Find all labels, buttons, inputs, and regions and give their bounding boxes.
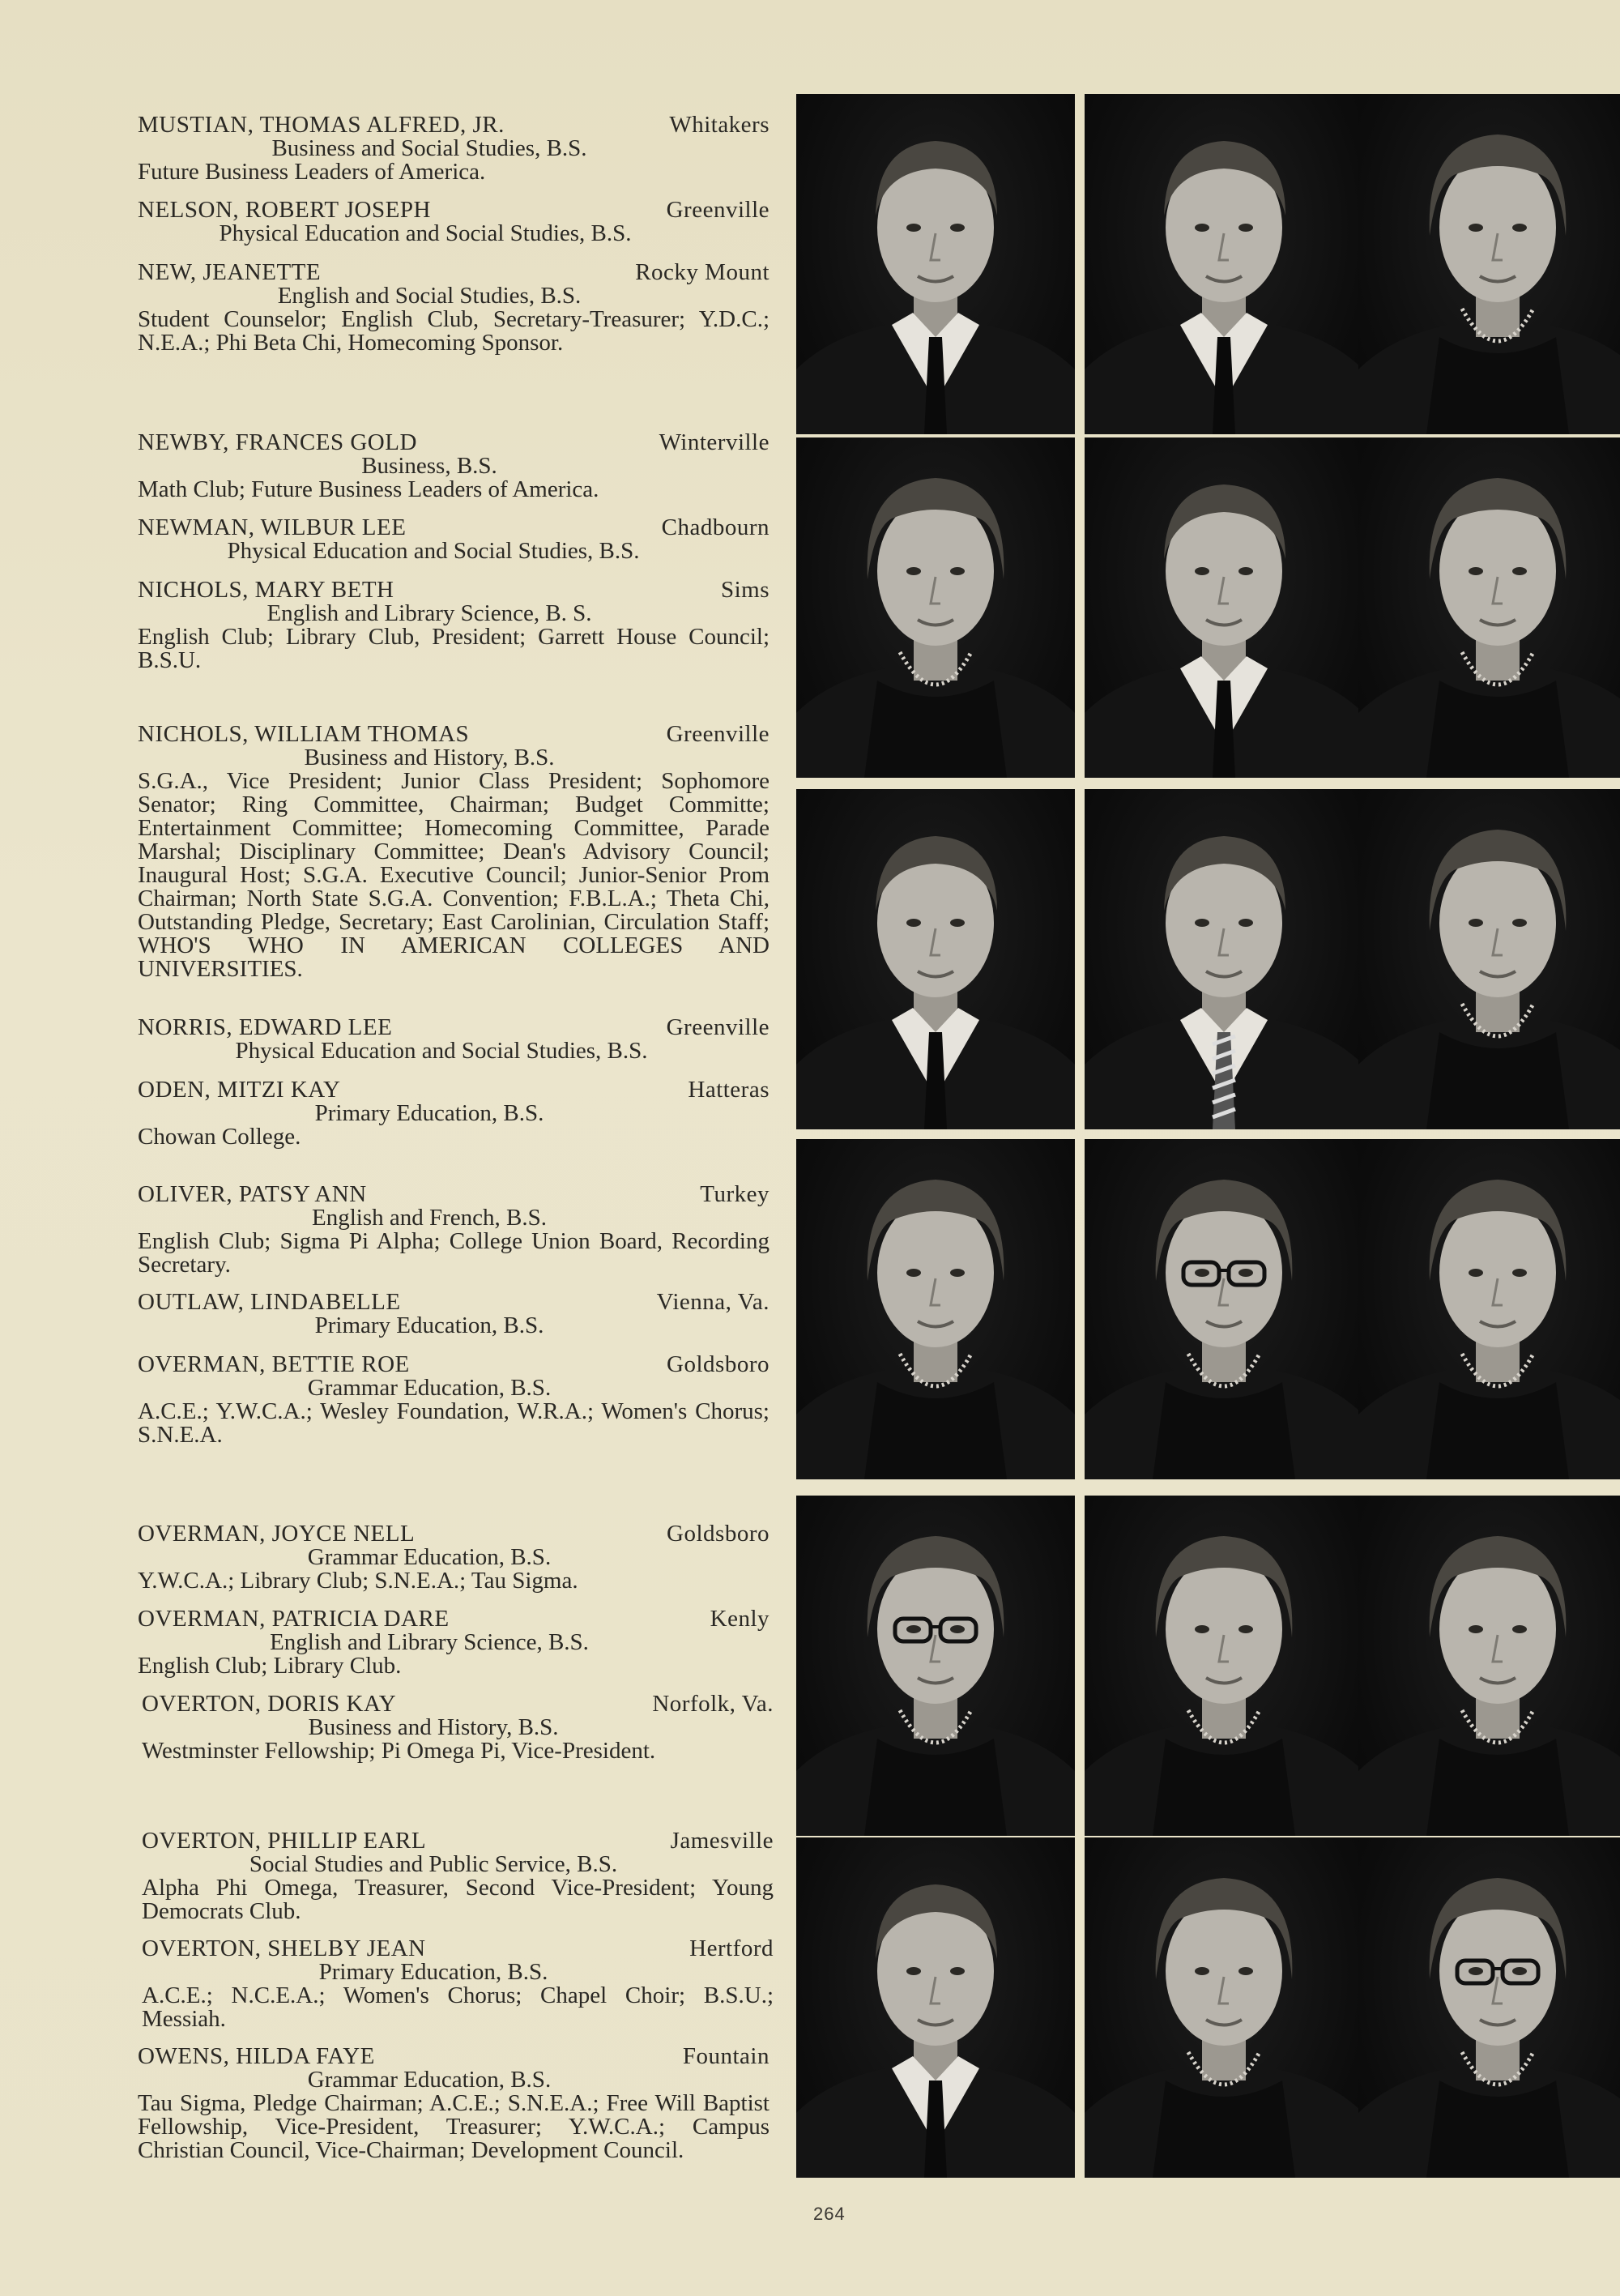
senior-entry	[138, 431, 770, 501]
senior-entry	[138, 261, 770, 355]
senior-portrait-photo	[796, 1496, 1075, 1836]
senior-degree: English and French, B.S.	[312, 1205, 547, 1231]
senior-entries-column	[0, 0, 802, 2296]
senior-entry	[138, 2045, 770, 2162]
senior-name: NEW, JEANETTE	[138, 259, 322, 285]
senior-degree: Social Studies and Public Service, B.S.	[249, 1851, 618, 1877]
senior-activities: Math Club; Future Business Leaders of America.	[138, 476, 599, 502]
senior-hometown: Chadbourn	[661, 514, 770, 540]
senior-name: OVERTON, SHELBY JEAN	[142, 1935, 426, 1961]
senior-activities: English Club; Library Club, President; Garrett House Council; B.S.U.	[138, 624, 770, 673]
senior-entry	[138, 516, 770, 563]
senior-degree: English and Library Science, B. S.	[266, 600, 592, 626]
senior-portrait-photo	[1085, 1139, 1363, 1479]
senior-hometown: Jamesville	[670, 1828, 774, 1854]
senior-hometown: Kenly	[710, 1606, 770, 1632]
senior-activities: Alpha Phi Omega, Treasurer, Second Vice-President; Young Democrats Club.	[142, 1875, 774, 1924]
senior-hometown: Greenville	[666, 1014, 770, 1040]
senior-portrait-photo	[796, 437, 1075, 778]
page-number: 264	[813, 2204, 846, 2224]
senior-activities: A.C.E.; N.C.E.A.; Women's Chorus; Chapel Choir; B.S.U.; Messiah.	[142, 1982, 774, 2032]
senior-activities: Westminster Fellowship; Pi Omega Pi, Vice-President.	[142, 1738, 656, 1764]
senior-hometown: Whitakers	[669, 112, 770, 138]
senior-portrait-photo	[1358, 1139, 1620, 1479]
senior-name: NELSON, ROBERT JOSEPH	[138, 197, 431, 223]
senior-name: ODEN, MITZI KAY	[138, 1077, 341, 1103]
senior-entry	[138, 1016, 770, 1063]
senior-degree: Physical Education and Social Studies, B.S.	[235, 1038, 648, 1064]
senior-activities: Y.W.C.A.; Library Club; S.N.E.A.; Tau Sigma.	[138, 1568, 578, 1594]
senior-degree: Business, B.S.	[361, 453, 497, 479]
senior-hometown: Turkey	[700, 1181, 770, 1207]
senior-activities: S.G.A., Vice President; Junior Class President; Sophomore Senator; Ring Committee, Chairman; Budget Committe; Entertainment Committee; Homecoming Committee, Parade Marshal; Disciplinary Committee; Dean's Advisory Council; Inaugural Host; S.G.A. Executive Council; Junior-Senior Prom Chairman; North State S.G.A. Convention; F.B.L.A.; Theta Chi, Outstanding Pledge, Secretary; East Carolinian, Circulation Staff; WHO'S WHO IN AMERICAN COLLEGES AND UNIVERSITIES.	[138, 768, 770, 982]
senior-entry	[138, 1353, 770, 1447]
senior-portrait-photo	[1085, 1496, 1363, 1836]
senior-hometown: Vienna, Va.	[656, 1289, 770, 1315]
senior-degree: Primary Education, B.S.	[318, 1959, 548, 1985]
senior-entry	[138, 1522, 770, 1593]
senior-hometown: Greenville	[666, 721, 770, 747]
senior-entry	[138, 1291, 770, 1338]
senior-entry	[138, 198, 770, 245]
senior-portrait-photo	[1358, 437, 1620, 778]
senior-name: OLIVER, PATSY ANN	[138, 1181, 367, 1207]
senior-portrait-photo	[796, 1837, 1075, 2178]
senior-degree: Grammar Education, B.S.	[307, 1375, 552, 1401]
senior-portrait-photo	[1358, 94, 1620, 434]
senior-name: MUSTIAN, THOMAS ALFRED, JR.	[138, 112, 505, 138]
senior-hometown: Sims	[720, 577, 770, 603]
senior-degree: Business and Social Studies, B.S.	[271, 135, 587, 161]
senior-entry	[142, 1937, 774, 2031]
senior-degree: Grammar Education, B.S.	[307, 2067, 552, 2093]
senior-name: NEWBY, FRANCES GOLD	[138, 429, 417, 455]
senior-activities: Student Counselor; English Club, Secretary-Treasurer; Y.D.C.; N.E.A.; Phi Beta Chi, Homecoming Sponsor.	[138, 306, 770, 356]
senior-portrait-photo	[1358, 789, 1620, 1129]
senior-name: NICHOLS, MARY BETH	[138, 577, 394, 603]
senior-entry	[138, 1078, 770, 1149]
senior-degree: Physical Education and Social Studies, B.S.	[227, 538, 640, 564]
senior-portrait-photo	[1358, 1837, 1620, 2178]
senior-hometown: Greenville	[666, 197, 770, 223]
senior-entry	[138, 113, 770, 184]
senior-entry	[138, 1183, 770, 1277]
senior-activities: Tau Sigma, Pledge Chairman; A.C.E.; S.N.E.A.; Free Will Baptist Fellowship, Vice-President, Treasurer; Y.W.C.A.; Campus Christian Council, Vice-Chairman; Development Council.	[138, 2090, 770, 2163]
senior-degree: English and Social Studies, B.S.	[277, 283, 582, 309]
senior-name: OVERTON, PHILLIP EARL	[142, 1828, 427, 1854]
senior-name: OVERMAN, JOYCE NELL	[138, 1521, 416, 1547]
senior-hometown: Goldsboro	[667, 1521, 770, 1547]
senior-portrait-photo	[1085, 437, 1363, 778]
senior-activities: A.C.E.; Y.W.C.A.; Wesley Foundation, W.R.A.; Women's Chorus; S.N.E.A.	[138, 1398, 770, 1448]
senior-activities: Future Business Leaders of America.	[138, 159, 486, 185]
senior-hometown: Fountain	[682, 2043, 770, 2069]
senior-hometown: Hertford	[689, 1935, 774, 1961]
senior-activities: English Club; Library Club.	[138, 1653, 402, 1679]
senior-activities: English Club; Sigma Pi Alpha; College Union Board, Recording Secretary.	[138, 1228, 770, 1278]
senior-degree: Primary Education, B.S.	[314, 1100, 544, 1126]
senior-name: NEWMAN, WILBUR LEE	[138, 514, 407, 540]
senior-hometown: Hatteras	[688, 1077, 770, 1103]
senior-entry	[142, 1692, 774, 1763]
senior-degree: Primary Education, B.S.	[314, 1312, 544, 1338]
senior-portrait-photo	[796, 94, 1075, 434]
senior-activities: Chowan College.	[138, 1124, 301, 1150]
senior-degree: Grammar Education, B.S.	[307, 1544, 552, 1570]
senior-hometown: Goldsboro	[667, 1351, 770, 1377]
senior-hometown: Rocky Mount	[635, 259, 770, 285]
senior-name: OUTLAW, LINDABELLE	[138, 1289, 401, 1315]
senior-degree: Physical Education and Social Studies, B.S.	[219, 220, 632, 246]
portrait-grid	[794, 94, 1620, 2187]
senior-name: OVERMAN, BETTIE ROE	[138, 1351, 410, 1377]
senior-degree: Business and History, B.S.	[304, 745, 555, 770]
senior-entry	[138, 723, 770, 981]
senior-portrait-photo	[1085, 94, 1363, 434]
senior-portrait-photo	[1085, 789, 1363, 1129]
senior-portrait-photo	[796, 789, 1075, 1129]
senior-name: OVERMAN, PATRICIA DARE	[138, 1606, 450, 1632]
senior-name: NICHOLS, WILLIAM THOMAS	[138, 721, 470, 747]
senior-entry	[138, 578, 770, 672]
senior-entry	[142, 1829, 774, 1923]
senior-name: OWENS, HILDA FAYE	[138, 2043, 375, 2069]
senior-portrait-photo	[1085, 1837, 1363, 2178]
senior-portrait-photo	[1358, 1496, 1620, 1836]
senior-hometown: Winterville	[659, 429, 770, 455]
senior-degree: English and Library Science, B.S.	[270, 1629, 589, 1655]
senior-degree: Business and History, B.S.	[308, 1714, 559, 1740]
senior-entry	[138, 1607, 770, 1678]
senior-hometown: Norfolk, Va.	[652, 1691, 774, 1717]
senior-name: NORRIS, EDWARD LEE	[138, 1014, 393, 1040]
senior-name: OVERTON, DORIS KAY	[142, 1691, 397, 1717]
senior-portrait-photo	[796, 1139, 1075, 1479]
